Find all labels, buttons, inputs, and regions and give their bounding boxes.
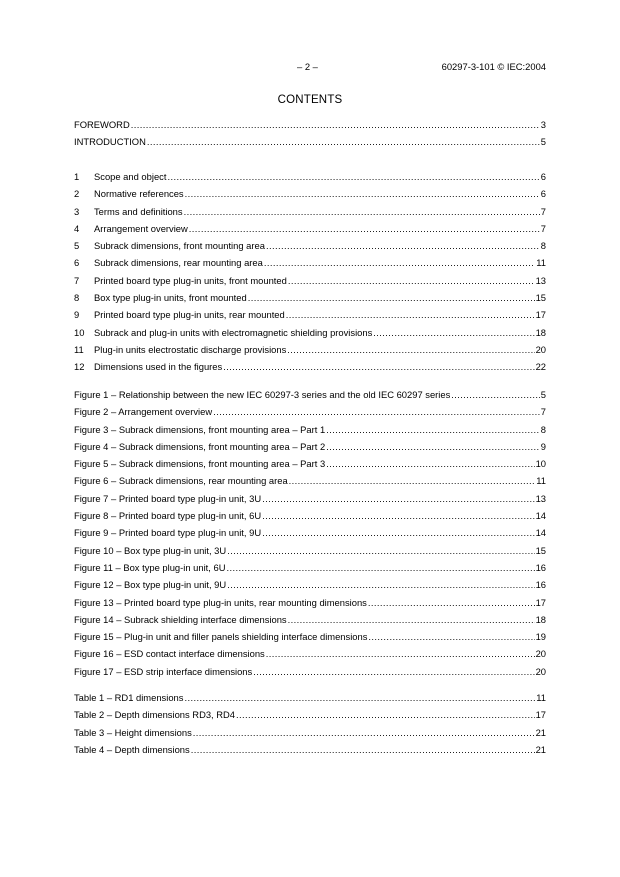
toc-entry-page: 20	[535, 665, 546, 677]
toc-entry-page: 6	[540, 171, 546, 182]
dot-leader	[286, 306, 535, 323]
toc-entry-page: 9	[540, 440, 546, 452]
toc-entry-page: 17	[535, 709, 546, 721]
toc-entry-page: 11	[536, 475, 546, 487]
clauses-list	[74, 168, 546, 376]
toc-entry-table[interactable]	[74, 706, 546, 723]
toc-entry-figure[interactable]	[74, 472, 546, 489]
toc-entry-title: Table 2 – Depth dimensions RD3, RD4	[74, 709, 236, 721]
dot-leader	[326, 421, 540, 438]
dot-leader	[167, 168, 539, 185]
toc-entry-number: 1	[74, 171, 80, 182]
dot-leader	[368, 594, 535, 611]
dot-leader	[288, 611, 535, 628]
toc-entry-page: 8	[540, 423, 546, 435]
toc-entry-page: 17	[535, 309, 546, 321]
toc-entry-title: Figure 4 – Subrack dimensions, front mounting area – Part 2	[74, 440, 326, 452]
toc-entry-clause[interactable]	[74, 254, 546, 271]
toc-entry-page: 6	[540, 188, 546, 200]
toc-entry-number: 6	[74, 257, 80, 269]
toc-entry-title: Printed board type plug-in units, rear mounted	[94, 309, 285, 321]
toc-entry-title: Printed board type plug-in units, front mounted	[94, 274, 287, 286]
toc-entry-clause[interactable]	[74, 306, 546, 323]
page-header	[0, 61, 620, 75]
dot-leader	[227, 576, 534, 593]
toc-entry-page: 3	[540, 119, 546, 130]
toc-entry-title: Figure 15 – Plug-in unit and filler panels shielding interface dimensions	[74, 631, 368, 643]
toc-entry-page: 16	[535, 561, 546, 573]
toc-entry-figure[interactable]	[74, 542, 546, 559]
toc-entry-clause[interactable]	[74, 324, 546, 341]
figures-list	[74, 386, 546, 680]
dot-leader	[185, 185, 540, 202]
toc-entry-page: 11	[536, 257, 546, 269]
toc-entry-page: 18	[535, 613, 546, 625]
toc-entry-page: 17	[535, 596, 546, 608]
dot-leader	[253, 663, 534, 680]
toc-entry-number: 5	[74, 240, 80, 252]
toc-entry-clause[interactable]	[74, 203, 546, 220]
toc-entry-page: 14	[535, 510, 546, 522]
toc-entry-front-matter[interactable]	[74, 116, 546, 133]
dot-leader	[131, 116, 540, 133]
toc-entry-title: Table 1 – RD1 dimensions	[74, 692, 184, 703]
front-matter-list	[74, 116, 546, 151]
dot-leader	[184, 689, 535, 706]
toc-entry-page: 20	[535, 648, 546, 660]
toc-entry-title: FOREWORD	[74, 119, 130, 130]
toc-entry-title: Figure 3 – Subrack dimensions, front mounting area – Part 1	[74, 423, 326, 435]
toc-entry-figure[interactable]	[74, 559, 546, 576]
toc-entry-table[interactable]	[74, 741, 546, 758]
toc-entry-title: Arrangement overview	[94, 222, 188, 234]
toc-entry-title: Figure 11 – Box type plug-in unit, 6U	[74, 561, 226, 573]
dot-leader	[262, 524, 534, 541]
toc-entry-figure[interactable]	[74, 421, 546, 438]
dot-leader	[191, 741, 535, 758]
dot-leader	[326, 455, 534, 472]
toc-entry-title: Figure 1 – Relationship between the new IEC 60297-3 series and the old IEC 60297 series	[74, 389, 451, 400]
tables-list	[74, 689, 546, 758]
toc-entry-number: 2	[74, 188, 80, 200]
toc-entry-title: Table 4 – Depth dimensions	[74, 743, 190, 755]
toc-entry-clause[interactable]	[74, 185, 546, 202]
dot-leader	[193, 724, 535, 741]
standard-reference: 60297-3-101 © IEC:2004	[441, 61, 546, 72]
toc-entry-title: INTRODUCTION	[74, 136, 146, 148]
toc-entry-figure[interactable]	[74, 576, 546, 593]
dot-leader	[262, 490, 534, 507]
toc-entry-page: 10	[535, 458, 546, 470]
toc-entry-title: Box type plug-in units, front mounted	[94, 292, 247, 304]
toc-entry-title: Normative references	[94, 188, 184, 200]
toc-entry-title: Figure 17 – ESD strip interface dimensions	[74, 665, 253, 677]
toc-entry-clause[interactable]	[74, 168, 546, 185]
dot-leader	[236, 706, 535, 723]
dot-leader	[266, 645, 535, 662]
toc-entry-figure[interactable]	[74, 663, 546, 680]
toc-entry-page: 7	[540, 222, 546, 234]
toc-entry-figure[interactable]	[74, 628, 546, 645]
dot-leader	[287, 341, 534, 358]
toc-entry-title: Table 3 – Height dimensions	[74, 726, 192, 738]
dot-leader	[288, 272, 535, 289]
contents-title: CONTENTS	[277, 94, 343, 106]
toc-entry-title: Figure 16 – ESD contact interface dimensions	[74, 648, 265, 660]
toc-entry-page: 13	[535, 274, 546, 286]
dot-leader	[189, 220, 540, 237]
toc-entry-front-matter[interactable]	[74, 133, 546, 150]
toc-entry-title: Figure 7 – Printed board type plug-in unit, 3U	[74, 492, 262, 504]
toc-entry-figure[interactable]	[74, 386, 546, 403]
toc-entry-figure[interactable]	[74, 611, 546, 628]
toc-entry-title: Figure 6 – Subrack dimensions, rear mounting area	[74, 475, 288, 487]
dot-leader	[289, 472, 536, 489]
toc-entry-number: 3	[74, 205, 80, 217]
toc-entry-page: 21	[535, 726, 546, 738]
toc-entry-number: 7	[74, 274, 80, 286]
toc-entry-number: 8	[74, 292, 80, 304]
toc-entry-page: 22	[535, 361, 546, 373]
toc-entry-page: 11	[536, 692, 546, 703]
dot-leader	[266, 237, 540, 254]
toc-entry-page: 5	[540, 136, 546, 148]
dot-leader	[368, 628, 534, 645]
toc-entry-title: Dimensions used in the figures	[94, 361, 223, 373]
toc-entry-table[interactable]	[74, 724, 546, 741]
dot-leader	[223, 358, 534, 375]
toc-entry-title: Figure 5 – Subrack dimensions, front mounting area – Part 3	[74, 458, 326, 470]
toc-entry-title: Figure 2 – Arrangement overview	[74, 406, 213, 418]
dot-leader	[373, 324, 534, 341]
toc-entry-page: 8	[540, 240, 546, 252]
toc-entry-number: 11	[74, 343, 84, 355]
toc-entry-page: 15	[535, 292, 546, 304]
toc-entry-number: 12	[74, 361, 85, 373]
toc-entry-page: 5	[540, 389, 546, 400]
toc-entry-title: Terms and definitions	[94, 205, 183, 217]
toc-entry-title: Figure 12 – Box type plug-in unit, 9U	[74, 579, 227, 591]
toc-entry-number: 10	[74, 326, 85, 338]
toc-entry-clause[interactable]	[74, 289, 546, 306]
dot-leader	[248, 289, 535, 306]
toc-entry-page: 20	[535, 343, 546, 355]
dot-leader	[262, 507, 534, 524]
toc-entry-page: 16	[535, 579, 546, 591]
toc-entry-figure[interactable]	[74, 490, 546, 507]
dot-leader	[213, 403, 540, 420]
toc-entry-page: 7	[540, 205, 546, 217]
dot-leader	[227, 542, 534, 559]
toc-entry-clause[interactable]	[74, 341, 546, 358]
dot-leader	[451, 386, 540, 403]
dot-leader	[226, 559, 534, 576]
toc-entry-page: 18	[535, 326, 546, 338]
toc-entry-title: Figure 8 – Printed board type plug-in unit, 6U	[74, 510, 262, 522]
toc-entry-title: Scope and object	[94, 171, 167, 182]
toc-entry-figure[interactable]	[74, 403, 546, 420]
toc-entry-number: 9	[74, 309, 80, 321]
dot-leader	[147, 133, 540, 150]
toc-entry-figure[interactable]	[74, 438, 546, 455]
toc-entry-title: Figure 10 – Box type plug-in unit, 3U	[74, 544, 227, 556]
toc-entry-clause[interactable]	[74, 237, 546, 254]
toc-entry-title: Plug-in units electrostatic discharge provisions	[94, 343, 287, 355]
toc-entry-title: Figure 9 – Printed board type plug-in unit, 9U	[74, 527, 262, 539]
toc-entry-title: Subrack and plug-in units with electromagnetic shielding provisions	[94, 326, 373, 338]
toc-entry-title: Figure 14 – Subrack shielding interface dimensions	[74, 613, 287, 625]
dot-leader	[326, 438, 540, 455]
toc-entry-page: 21	[535, 743, 546, 755]
toc-entry-title: Subrack dimensions, front mounting area	[94, 240, 265, 252]
toc-entry-page: 14	[535, 527, 546, 539]
toc-entry-clause[interactable]	[74, 272, 546, 289]
toc-entry-figure[interactable]	[74, 507, 546, 524]
dot-leader	[184, 203, 540, 220]
toc-entry-page: 13	[535, 492, 546, 504]
toc-entry-page: 15	[535, 544, 546, 556]
toc-entry-clause[interactable]	[74, 358, 546, 375]
toc-entry-page: 7	[540, 406, 546, 418]
toc-entry-table[interactable]	[74, 689, 546, 706]
toc-entry-title: Figure 13 – Printed board type plug-in units, rear mounting dimensions	[74, 596, 367, 608]
toc-entry-number: 4	[74, 222, 80, 234]
dot-leader	[264, 254, 535, 271]
toc-entry-figure[interactable]	[74, 645, 546, 662]
toc-entry-figure[interactable]	[74, 594, 546, 611]
page-number: – 2 –	[297, 61, 318, 72]
toc-entry-clause[interactable]	[74, 220, 546, 237]
toc-entry-figure[interactable]	[74, 524, 546, 541]
toc-entry-page: 19	[535, 631, 546, 643]
toc-entry-figure[interactable]	[74, 455, 546, 472]
toc-entry-title: Subrack dimensions, rear mounting area	[94, 257, 263, 269]
